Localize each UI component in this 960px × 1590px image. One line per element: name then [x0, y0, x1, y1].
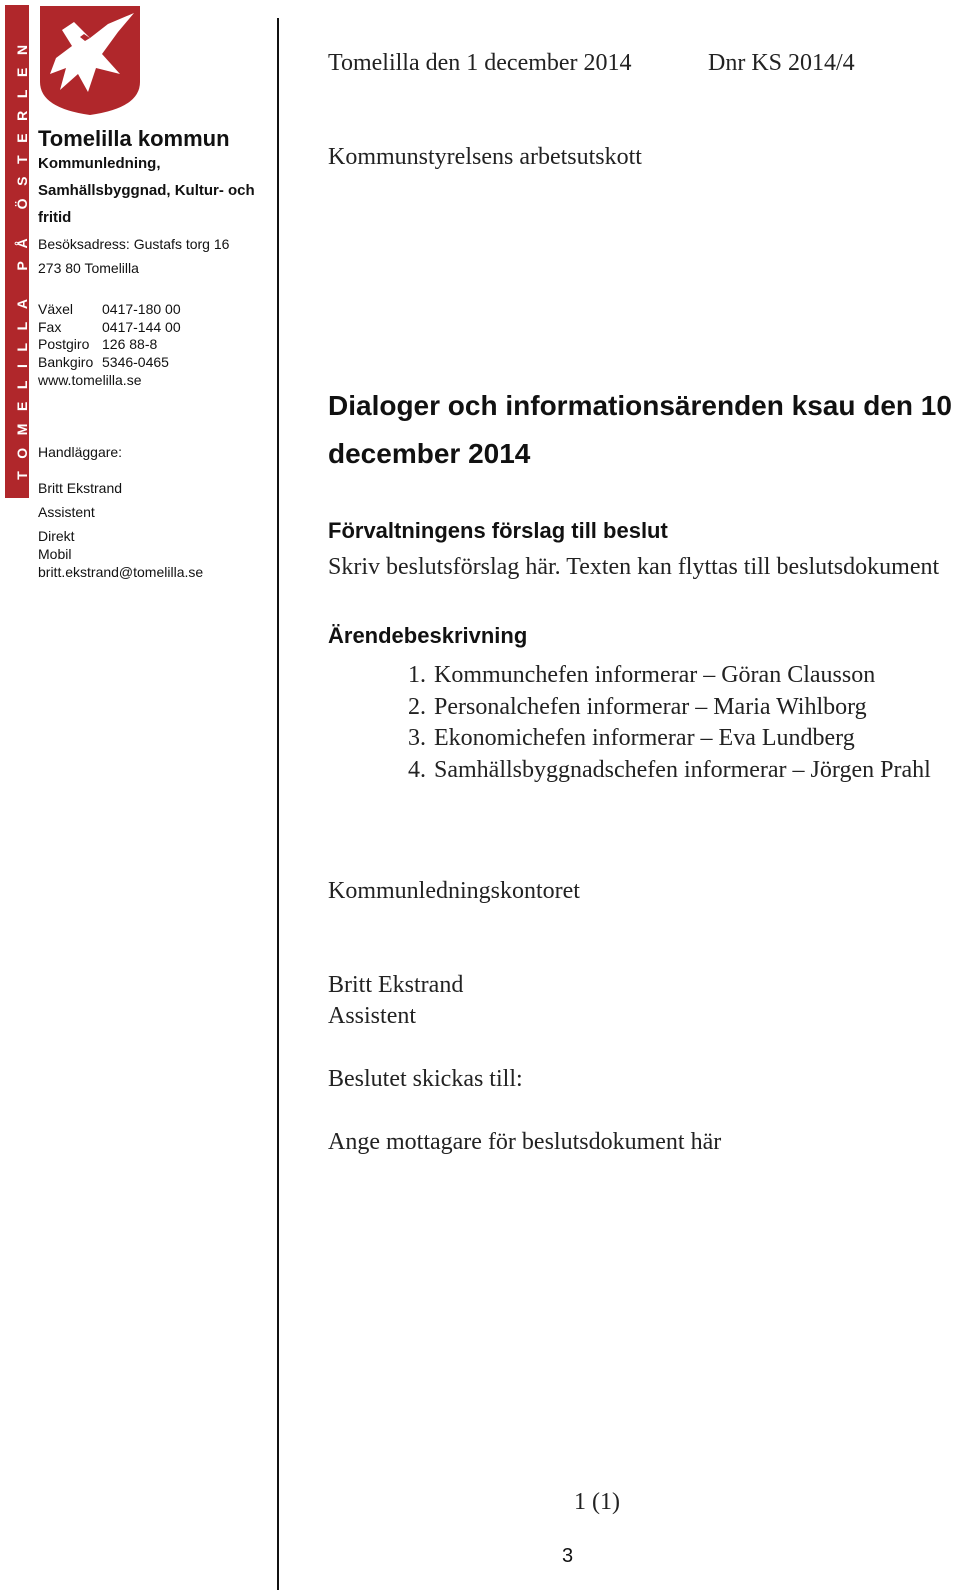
recipient: Kommunstyrelsens arbetsutskott — [328, 144, 642, 170]
list-item: 3. Ekonomichefen informerar – Eva Lundberg — [432, 723, 931, 755]
brand-band-text: TOMELILLA PÅ ÖSTERLEN — [14, 32, 30, 480]
contact-value: 126 88-8 — [102, 336, 158, 352]
contact-value: 0417-180 00 — [102, 301, 181, 317]
org-dept-line3: fritid — [38, 209, 72, 226]
page-number: 1 (1) — [574, 1489, 620, 1515]
dnr: Dnr KS 2014/4 — [708, 50, 855, 76]
proposal-heading: Förvaltningens förslag till beslut — [328, 518, 668, 543]
contact-label: Postgiro — [38, 336, 90, 352]
signature-name: Britt Ekstrand — [328, 972, 464, 998]
contact-row — [38, 301, 181, 317]
sent-to-placeholder: Ange mottagare för beslutsdokument här — [328, 1129, 722, 1155]
handler-email[interactable]: britt.ekstrand@tomelilla.se — [38, 564, 204, 580]
contact-label: Fax — [38, 319, 62, 335]
website-link[interactable]: www.tomelilla.se — [38, 372, 142, 388]
contact-label: Bankgiro — [38, 354, 94, 370]
office-name: Kommunledningskontoret — [328, 878, 580, 904]
page-title: Dialoger och informationsärenden ksau den 10 december 2014 — [328, 390, 952, 469]
contact-value: 0417-144 00 — [102, 319, 181, 335]
coat-of-arms-logo — [38, 4, 142, 116]
org-dept-line2: Samhällsbyggnad, Kultur- och — [38, 182, 255, 199]
footer-number: 3 — [562, 1545, 574, 1567]
visit-address: Besöksadress: Gustafs torg 16 — [38, 236, 230, 252]
brand-band — [5, 5, 29, 498]
place-date: Tomelilla den 1 december 2014 — [328, 50, 632, 76]
handler-mobile: Mobil — [38, 546, 72, 562]
list-item: 1. Kommunchefen informerar – Göran Clausson — [432, 660, 931, 692]
sent-to-label: Beslutet skickas till: — [328, 1066, 523, 1092]
description-list — [388, 660, 931, 786]
contact-row — [38, 336, 157, 352]
contact-row — [38, 354, 169, 370]
handler-role: Assistent — [38, 504, 95, 520]
column-divider — [277, 18, 279, 1590]
description-heading: Ärendebeskrivning — [328, 623, 528, 648]
contact-value: 5346-0465 — [102, 354, 169, 370]
list-item: 2. Personalchefen informerar – Maria Wihlborg — [432, 692, 931, 724]
handler-direct: Direkt — [38, 528, 75, 544]
org-dept-line1: Kommunledning, — [38, 155, 161, 172]
contact-row — [38, 319, 181, 335]
handler-name: Britt Ekstrand — [38, 480, 123, 496]
proposal-placeholder: Skriv beslutsförslag här. Texten kan flyttas till beslutsdokument — [328, 554, 940, 580]
signature-role: Assistent — [328, 1003, 417, 1029]
contact-label: Växel — [38, 301, 74, 317]
list-item: 4. Samhällsbyggnadschefen informerar – Jörgen Prahl — [432, 755, 931, 787]
postal-address: 273 80 Tomelilla — [38, 260, 139, 276]
handler-heading: Handläggare: — [38, 444, 123, 460]
org-name: Tomelilla kommun — [38, 126, 230, 151]
